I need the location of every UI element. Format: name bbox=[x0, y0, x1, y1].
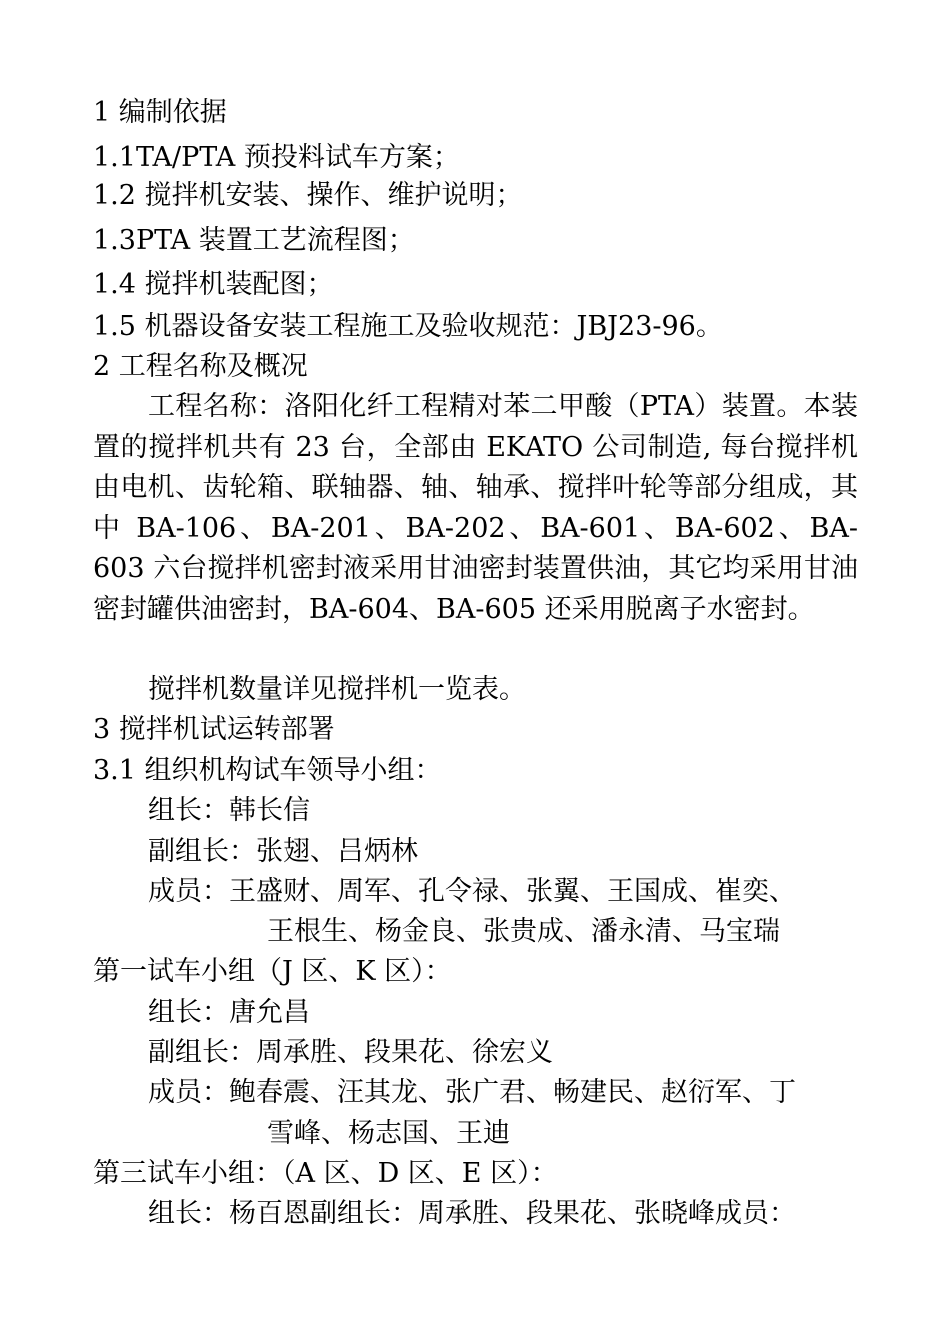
group-3-heading: 第三试车小组：（A 区、D 区、E 区）： bbox=[93, 1158, 558, 1189]
basis-item-1: 1.1TA/PTA 预投料试车方案； bbox=[93, 142, 460, 173]
section-1-heading: 1 编制依据 bbox=[93, 97, 227, 128]
section-3-1-heading: 3.1 组织机构试车领导小组： bbox=[93, 755, 442, 786]
group-1-members-cont: 雪峰、杨志国、王迪 bbox=[267, 1118, 510, 1149]
basis-item-3: 1.3PTA 装置工艺流程图； bbox=[93, 225, 415, 256]
basis-item-4: 1.4 搅拌机装配图； bbox=[93, 269, 334, 300]
group-3-line: 组长：杨百恩副组长：周承胜、段果花、张晓峰成员： bbox=[148, 1198, 796, 1229]
group-1-deputy: 副组长：周承胜、段果花、徐宏义 bbox=[148, 1037, 553, 1068]
section-3-heading: 3 搅拌机试运转部署 bbox=[93, 714, 335, 745]
quantity-note: 搅拌机数量详见搅拌机一览表。 bbox=[148, 674, 526, 705]
leader-group-members-cont: 王根生、杨金良、张贵成、潘永清、马宝瑞 bbox=[267, 916, 780, 947]
group-1-members: 成员：鲍春震、汪其龙、张广君、畅建民、赵衍军、丁 bbox=[148, 1077, 796, 1108]
project-overview-paragraph: 工程名称：洛阳化纤工程精对苯二甲酸（PTA）装置。本装置的搅拌机共有 23 台，全部由 EKATO 公司制造, 每台搅拌机由电机、齿轮箱、联轴器、轴、轴承、搅拌叶轮等部分组成，其中 BA-106、BA-201、BA-202、BA-601、BA-602、BA-603 六台搅拌机密封液采用甘油密封装置供油，其它均采用甘油密封罐供油密封，BA-604、BA-605 还采用脱离子水密封。 bbox=[93, 391, 858, 625]
basis-item-5: 1.5 机器设备安装工程施工及验收规范：JBJ23-96。 bbox=[93, 311, 723, 342]
section-2-heading: 2 工程名称及概况 bbox=[93, 351, 308, 382]
leader-group-leader: 组长：韩长信 bbox=[148, 795, 310, 826]
group-1-heading: 第一试车小组（J 区、K 区）： bbox=[93, 956, 452, 987]
basis-item-2: 1.2 搅拌机安装、操作、维护说明； bbox=[93, 180, 523, 211]
group-1-leader: 组长：唐允昌 bbox=[148, 997, 310, 1028]
leader-group-members: 成员：王盛财、周军、孔令禄、张翼、王国成、崔奕、 bbox=[148, 876, 796, 907]
leader-group-deputy: 副组长：张翅、吕炳林 bbox=[148, 836, 418, 867]
